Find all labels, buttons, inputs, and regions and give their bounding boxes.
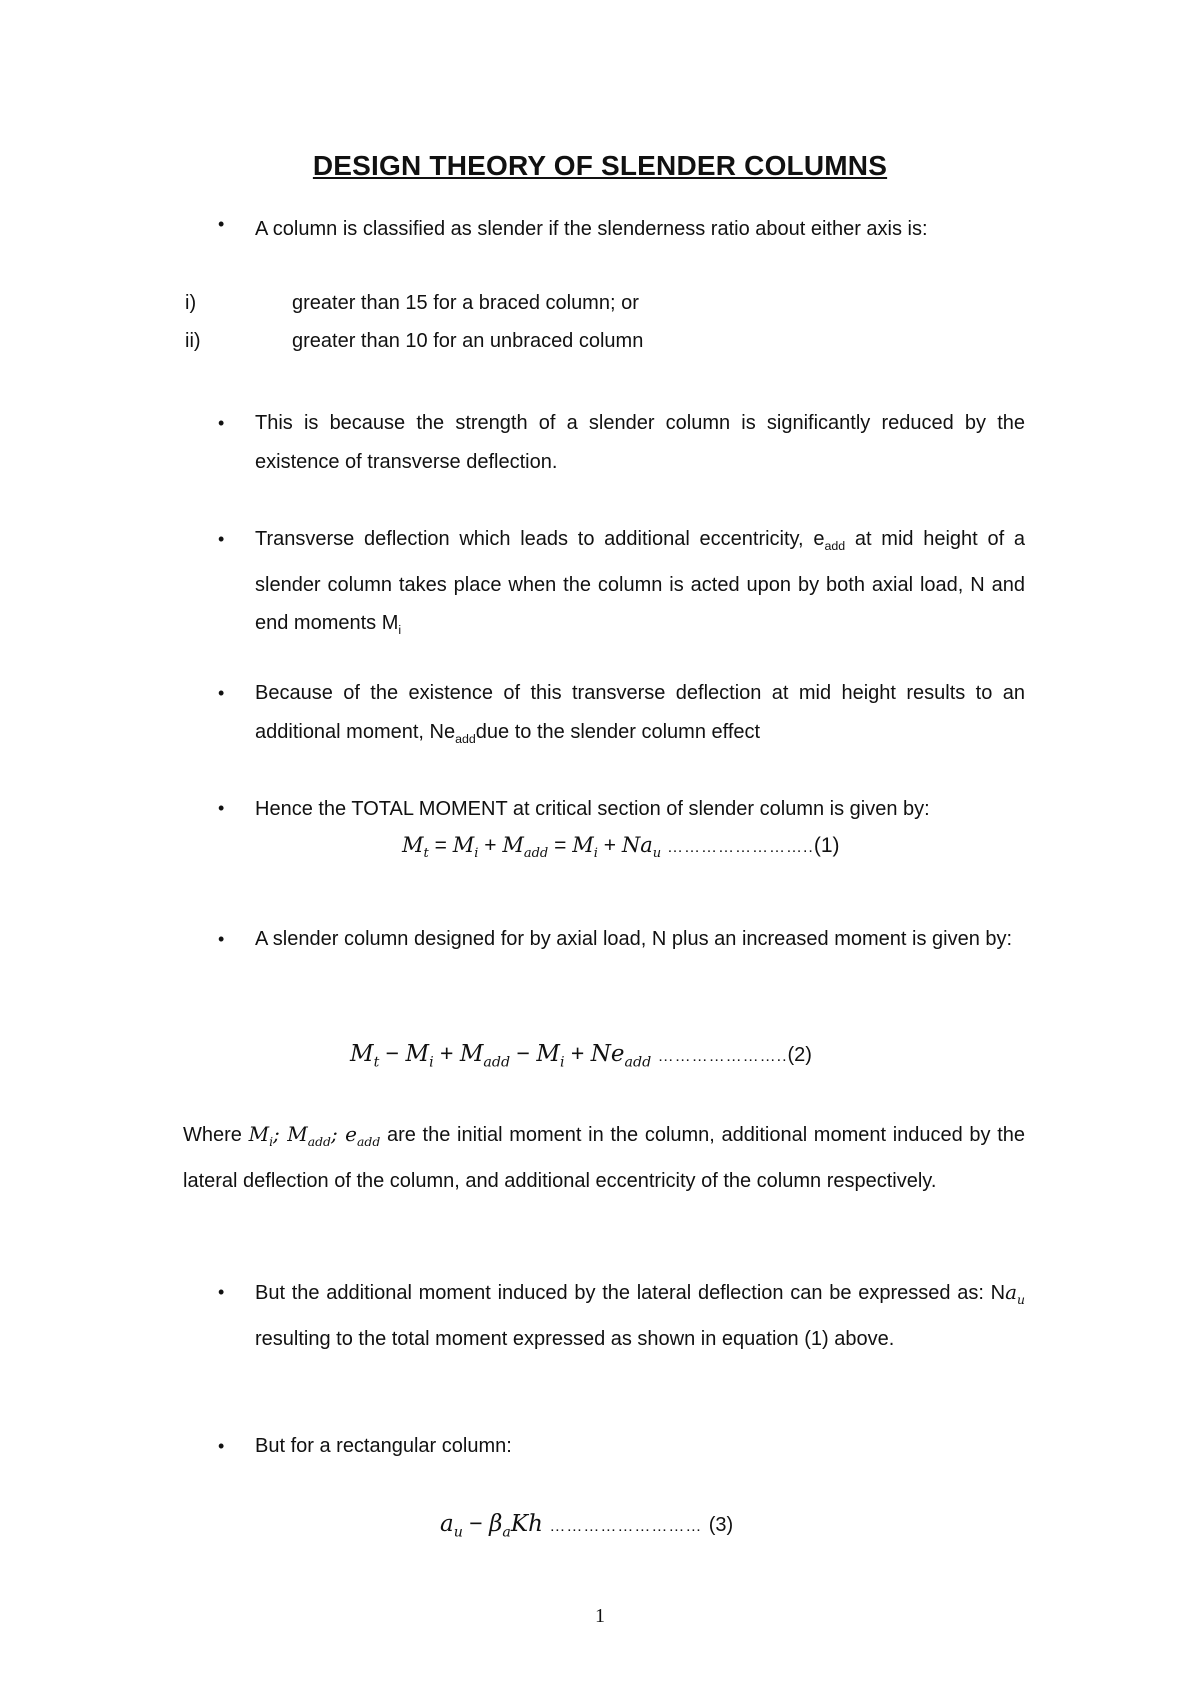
- bullet-icon: •: [218, 1436, 225, 1456]
- condition-number: ii): [185, 330, 201, 352]
- bullet-icon: •: [218, 529, 225, 549]
- bullet-icon: •: [218, 1282, 225, 1302]
- equation-3: $a_u - \beta_aKh$ ……………………… (3): [440, 1510, 734, 1541]
- bullet-icon: •: [218, 798, 225, 818]
- page-title: DESIGN THEORY OF SLENDER COLUMNS: [312, 150, 888, 181]
- equation-1: $M_t = M_i + M_{add} = M_i + Na_u$ ……………………..(1): [402, 833, 840, 862]
- paragraph-total-moment: Hence the TOTAL MOMENT at critical section of slender column is given by:: [255, 798, 930, 820]
- intro-text: A column is classified as slender if the slenderness ratio about either axis is:: [255, 218, 928, 240]
- bullet-icon: •: [218, 683, 225, 703]
- condition-number: i): [185, 292, 197, 314]
- bullet-icon: •: [218, 214, 225, 234]
- paragraph-strength: This is because the strength of a slender column is significantly reduced by the existence of transverse deflection.: [255, 412, 1025, 473]
- paragraph-expressed-moment: But the additional moment induced by the lateral deflection can be expressed as: $Na_u$ resulting to the total moment expressed as shown in equation (1) above.: [255, 1280, 1025, 1350]
- page-number: 1: [595, 1605, 605, 1627]
- where-paragraph: Where $M_i$; $M_{add}$; $e_{add}$ are the initial moment in the column, additional moment induced by the lateral deflection of the column, and additional eccentricity of the column respectively.: [183, 1122, 1026, 1192]
- paragraph-additional-moment: Because of the existence of this transverse deflection at mid height results to an additional moment, $Ne_{add}due$ to the slender column effect: [255, 682, 1025, 746]
- paragraph-deflection: Transverse deflection which leads to additional eccentricity, $e_{add}$ at mid height of a slender column takes place when the column is acted upon by both axial load, N and end moments $M_i$: [255, 528, 1025, 637]
- condition-text: greater than 15 for a braced column; or: [292, 292, 639, 314]
- condition-text: greater than 10 for an unbraced column: [292, 330, 644, 352]
- equation-2: $M_t - M_i + M_{add} - M_i + Ne_{add}$ …………………..(2): [350, 1040, 812, 1071]
- bullet-icon: •: [218, 929, 225, 949]
- bullet-icon: •: [218, 413, 225, 433]
- paragraph-rectangular: But for a rectangular column:: [255, 1435, 512, 1457]
- paragraph-increased-moment: A slender column designed for by axial load, N plus an increased moment is given by:: [255, 928, 1013, 950]
